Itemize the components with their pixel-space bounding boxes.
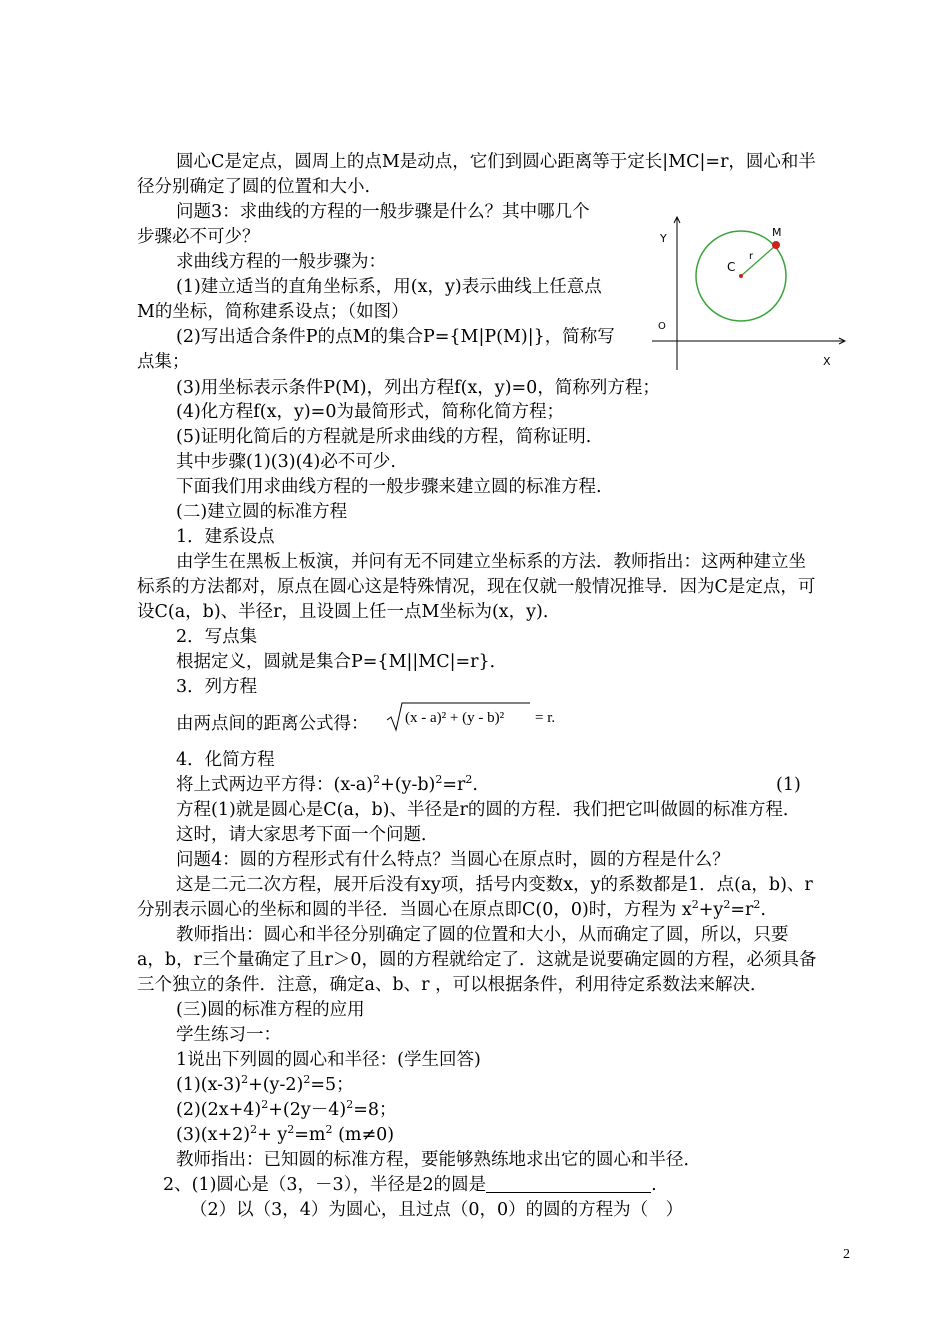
para-line: 点集；: [137, 352, 190, 372]
para-line: 求曲线方程的一般步骤为：: [176, 252, 386, 272]
radius-line: [741, 246, 775, 276]
step-heading: 2．写点集: [176, 627, 258, 647]
para-line: 圆心C是定点，圆周上的点M是动点，它们到圆心距离等于定长|MC|=r，圆心和半: [176, 152, 816, 172]
para-line: a，b，r三个量确定了且r＞0，圆的方程就给定了．这就是说要确定圆的方程，必须具备: [137, 950, 817, 970]
radius-label: r: [749, 251, 754, 262]
formula-radicand: (x - a)² + (y - b)²: [405, 710, 505, 726]
para-line: 根据定义，圆就是集合P={M||MC|=r}．: [176, 652, 508, 672]
page-number: 2: [843, 1247, 850, 1262]
distance-formula: [385, 700, 585, 734]
center-label: C: [727, 260, 736, 274]
para-line: 这时，请大家思考下面一个问题．: [176, 825, 439, 845]
para-line: 其中步骤(1)(3)(4)必不可少.: [176, 452, 396, 472]
para-line: (3)用坐标表示条件P(M)，列出方程f(x，y)=0，简称列方程；: [176, 378, 660, 398]
para-line: 问题3：求曲线的方程的一般步骤是什么？其中哪几个: [176, 202, 590, 222]
para-line: 这是二元二次方程，展开后没有xy项，括号内变数x，y的系数都是1．点(a，b)、r: [176, 875, 813, 895]
para-line: M的坐标，简称建系设点；（如图）: [137, 302, 409, 322]
para-line: 三个独立的条件．注意，确定a、b、r ，可以根据条件，利用待定系数法来解决．: [137, 975, 768, 995]
y-axis-label: Y: [660, 232, 667, 245]
para-line: 设C(a，b)、半径r，且设圆上任一点M坐标为(x，y)．: [137, 602, 561, 622]
formula-tail: = r.: [535, 710, 556, 726]
para-line: 1说出下列圆的圆心和半径：(学生回答): [176, 1050, 481, 1070]
para-line: 标系的方法都对，原点在圆心这是特殊情况，现在仅就一般情况推导．因为C是定点，可: [137, 577, 816, 597]
para-line: 方程(1)就是圆心是C(a，b)、半径是r的圆的方程．我们把它叫做圆的标准方程．: [176, 800, 801, 820]
para-line: 分别表示圆心的坐标和圆的半径．当圆心在原点即C(0，0)时，方程为 $x^2+y^2=r^2$.: [137, 898, 766, 920]
section-heading: (二)建立圆的标准方程: [176, 502, 348, 522]
exercise-item: 2、(1)圆心是（3，－3），半径是2的圆是 .: [163, 1175, 657, 1195]
exercise-item: $(1)(x-3)^2+(y-2)^2=5$；: [176, 1073, 354, 1095]
para-line: 教师指出：圆心和半径分别确定了圆的位置和大小，从而确定了圆，所以，只要: [176, 925, 789, 945]
step-heading: 4．化简方程: [176, 750, 275, 770]
origin-label: O: [658, 321, 666, 332]
x-axis-label: X: [823, 355, 831, 368]
point-m-label: M: [772, 226, 782, 239]
para-line: (4)化方程f(x，y)=0为最简形式，简称化简方程；: [176, 402, 564, 422]
para-line: 步骤必不可少？: [137, 227, 260, 247]
step-heading: 1．建系设点: [176, 527, 275, 547]
section-heading: (三)圆的标准方程的应用: [176, 1000, 365, 1020]
coordinate-figure: [650, 212, 850, 372]
para-line: (2)写出适合条件P的点M的集合P={M|P(M)|}，简称写: [176, 327, 615, 347]
para-line: 下面我们用求曲线方程的一般步骤来建立圆的标准方程.: [176, 477, 602, 497]
exercise-item: $(2)(2x+4)^2+(2y-4)^2=8$；: [176, 1098, 397, 1120]
equation-number: (1): [776, 775, 801, 795]
para-line: (1)建立适当的直角坐标系，用(x，y)表示曲线上任意点: [176, 277, 602, 297]
step-heading: 3．列方程: [176, 677, 258, 697]
answer-blank: [486, 1174, 651, 1193]
exercise-item: $(3)(x+2)^2+ y^2=m^2$ (m≠0): [176, 1123, 395, 1145]
point-m: [772, 241, 780, 249]
center-point: [739, 274, 743, 278]
para-line: 将上式两边平方得：$(x-a)^2+(y-b)^2=r^2$.: [176, 773, 478, 795]
para-line: 由学生在黑板上板演，并问有无不同建立坐标系的方法．教师指出：这两种建立坐: [176, 552, 806, 572]
para-line: 学生练习一：: [176, 1025, 281, 1045]
para-line: (5)证明化简后的方程就是所求曲线的方程，简称证明.: [176, 427, 592, 447]
para-line: 由两点间的距离公式得：: [176, 714, 369, 734]
para-line: 问题4：圆的方程形式有什么特点？当圆心在原点时，圆的方程是什么？: [176, 850, 730, 870]
para-line: 径分别确定了圆的位置和大小.: [137, 177, 371, 197]
para-line: 教师指出：已知圆的标准方程，要能够熟练地求出它的圆心和半径．: [176, 1150, 701, 1170]
exercise-item: （2）以（3，4）为圆心，且过点（0，0）的圆的方程为（ ）: [190, 1200, 684, 1220]
